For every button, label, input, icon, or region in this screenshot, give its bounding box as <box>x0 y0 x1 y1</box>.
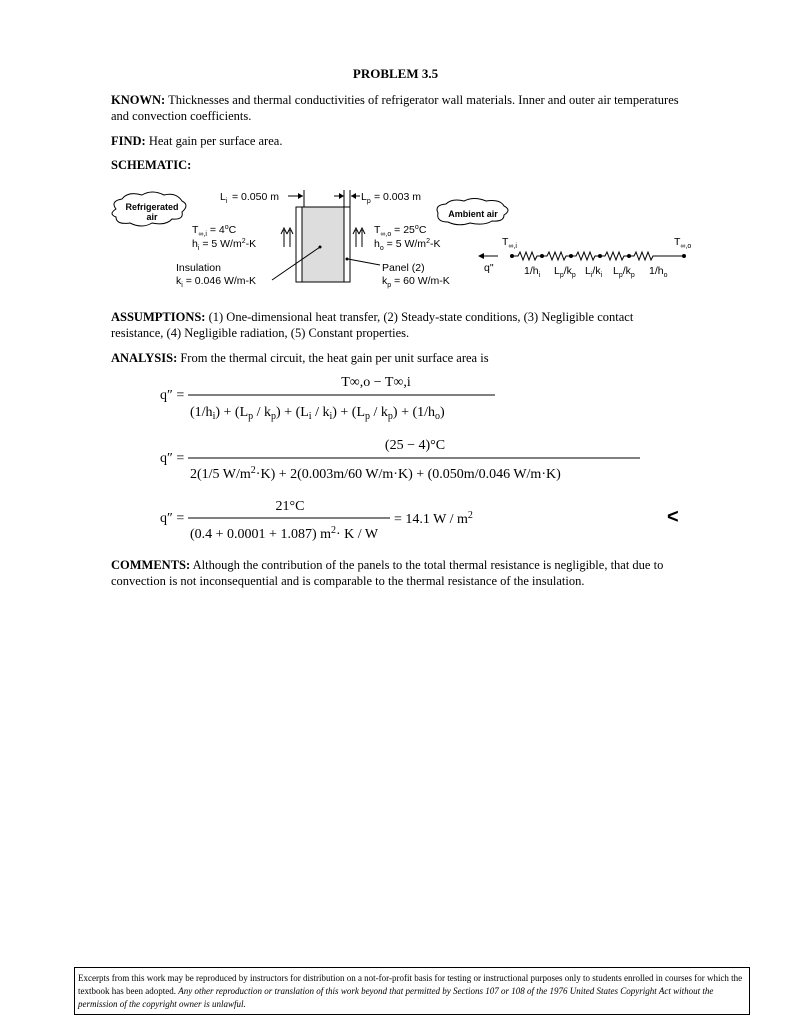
known-section <box>111 92 691 124</box>
eq3-numerator: 21°C <box>275 499 305 514</box>
thermal-circuit <box>478 236 691 279</box>
circuit-T-left: $T_{\infty,i}$ <box>502 236 517 250</box>
Tinf-i-label: $T_{\infty,i} = 4^oC$ <box>192 224 237 238</box>
known-label: KNOWN: <box>111 93 166 107</box>
circuit-R4: $L_p/k_p$ <box>613 265 635 279</box>
ho-label: $h_o = 5$ $W/m^2-K$ <box>374 238 441 252</box>
panel-label: Panel (2) <box>382 262 425 274</box>
circuit-R2: $L_p/k_p$ <box>554 265 576 279</box>
assumptions-label: ASSUMPTIONS: <box>111 310 206 324</box>
cloud-left-line2: air <box>146 212 158 222</box>
footer-text: Excerpts from this work may be reproduced by instructors for distribution on a not-for-profit basis for testing or instructional purposes only to students enrolled in courses for which the textbook has been adopted. <box>78 973 743 996</box>
problem-title: PROBLEM 3.5 <box>352 66 439 81</box>
svg-text:q″ =: q″ = <box>160 451 185 466</box>
panel-right <box>344 207 350 282</box>
hi-label: $h_i = 5$ $W/m^2-K$ <box>192 238 257 252</box>
svg-text:q″ =: q″ = <box>160 388 185 403</box>
Li-symbol: $L_i$ <box>220 191 228 205</box>
schematic-figure <box>108 185 708 295</box>
Lp-symbol: $L_p$ <box>361 191 371 205</box>
eq2-denominator: 2(1/5 $W/m^2\cdot K) + 2(0.003m/60$ W/m·K) + (0.050m/0.046 W/m·K) <box>190 465 561 482</box>
Lp-value: = 0.003 m <box>374 191 421 203</box>
footer-italic: Any other reproduction or translation of this work beyond that permitted by Sections 107 or 108 of the 1976 United States Copyright Act without the permission of the copyright owner is unlawful. <box>78 986 714 1009</box>
comments-text: Although the contribution of the panels to the total thermal resistance is negligible, that due to convection is not inconsequential and is comparable to the thermal resistance of the insulation. <box>111 558 664 588</box>
analysis-section <box>111 350 691 366</box>
equations <box>150 370 670 550</box>
comments-section <box>111 557 686 589</box>
find-text: Heat gain per surface area. <box>148 134 283 148</box>
circuit-R3: $L_i/k_i$ <box>585 265 603 279</box>
answer-mark: < <box>667 506 679 528</box>
known-text: Thicknesses and thermal conductivities of refrigerator wall materials. Inner and outer air temperatures and convection coefficients. <box>111 93 679 123</box>
svg-text:q″ =: q″ = <box>160 511 185 526</box>
copyright-footer <box>74 967 750 1015</box>
circuit-q: q" <box>484 262 494 274</box>
insulation-label: Insulation <box>176 262 221 274</box>
find-section <box>111 133 691 149</box>
circuit-R1: $1/h_i$ <box>524 265 541 279</box>
insulation-layer <box>302 207 344 282</box>
ki-label: $k_i = 0.046$ W/m-K <box>176 275 257 289</box>
circuit-R5: $1/h_o$ <box>649 265 668 279</box>
equation-2 <box>160 438 640 482</box>
circuit-T-right: $T_{\infty,o}$ <box>674 236 692 250</box>
cloud-left-line1: Refrigerated <box>125 202 179 212</box>
panel-left <box>296 207 302 282</box>
eq2-numerator: (25 − 4)°C <box>384 438 446 453</box>
comments-label: COMMENTS: <box>111 558 191 572</box>
eq3-result: = 14.1 W / $m^2$ <box>394 510 473 527</box>
eq1-numerator: T∞,o − T∞,i <box>341 375 411 390</box>
assumptions-text: (1) One-dimensional heat transfer, (2) Steady-state conditions, (3) Negligible contact resistance, (4) Negligible radiation, (5) Constant properties. <box>111 310 634 340</box>
Li-value: = 0.050 m <box>232 191 279 203</box>
analysis-label: ANALYSIS: <box>111 351 178 365</box>
eq3-denominator: (0.4 + 0.0001 + 1.087) $m^2\cdot K / W$ <box>190 525 379 542</box>
find-label: FIND: <box>111 134 146 148</box>
arrows-inner <box>281 228 293 247</box>
schematic-label: SCHEMATIC: <box>111 158 192 172</box>
Tinf-o-label: $T_{\infty,o} = 25^oC$ <box>374 224 427 238</box>
equation-1 <box>160 375 495 422</box>
equation-3 <box>160 499 473 542</box>
analysis-text: From the thermal circuit, the heat gain per unit surface area is <box>180 351 489 365</box>
arrows-outer <box>353 228 365 247</box>
assumptions-section <box>111 309 686 341</box>
eq1-denominator: $(1/h_i) + (L_p / k_p) + (L_i / k_i) + (L_p / k_p) + (1/h_o)$ <box>190 405 445 422</box>
cloud-right-label: Ambient air <box>448 209 498 219</box>
schematic-heading <box>111 157 691 173</box>
kp-label: $k_p = 60$ W/m-K <box>382 275 450 289</box>
